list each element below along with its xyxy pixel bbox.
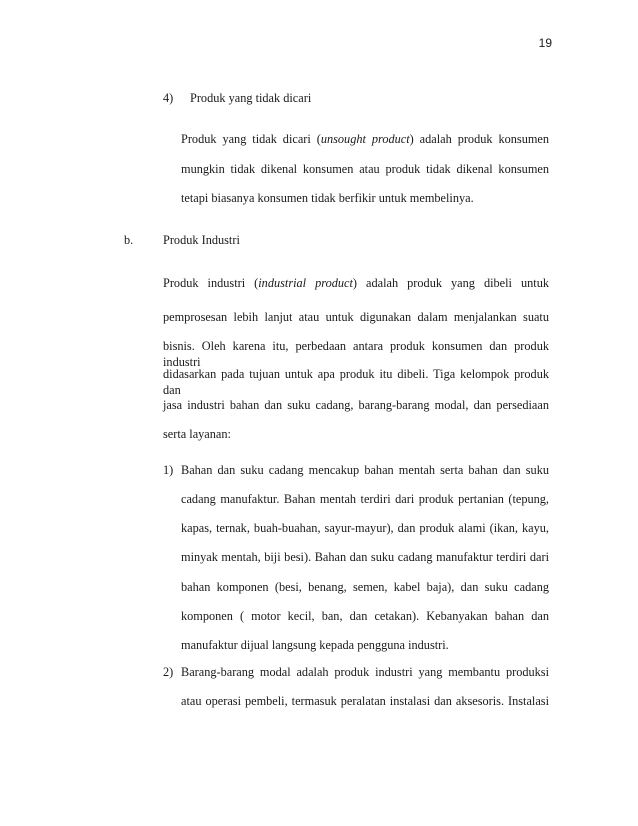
- section-b-heading: Produk Industri: [163, 233, 240, 247]
- section-b-line-1-after: ) adalah produk yang dibeli untuk: [352, 276, 549, 290]
- list-marker-4: 4): [163, 91, 174, 105]
- list-item-2-line-1: Barang-barang modal adalah produk industri yang membantu produksi: [181, 665, 549, 679]
- list-item-1-line-1: Bahan dan suku cadang mencakup bahan mentah serta bahan dan suku: [181, 463, 549, 477]
- item4-line-3: tetapi biasanya konsumen tidak berfikir untuk membelinya.: [181, 191, 474, 205]
- section-b-line-4: didasarkan pada tujuan untuk apa produk itu dibeli. Tiga kelompok produk dan: [163, 367, 549, 397]
- list-item-1-line-2: cadang manufaktur. Bahan mentah terdiri dari produk pertanian (tepung,: [181, 492, 549, 506]
- section-b-line-3: bisnis. Oleh karena itu, perbedaan antara produk konsumen dan produk industri: [163, 339, 549, 369]
- list-item-2-line-2: atau operasi pembeli, termasuk peralatan instalasi dan aksesoris. Instalasi: [181, 694, 549, 708]
- item4-line-2: mungkin tidak dikenal konsumen atau produk tidak dikenal konsumen: [181, 162, 549, 176]
- list-marker-2: 2): [163, 665, 174, 679]
- section-b-line-1: [163, 275, 549, 291]
- list-marker-1: 1): [163, 463, 174, 477]
- page-number: 19: [538, 36, 552, 50]
- item4-line-1-after: ) adalah produk konsumen: [409, 132, 550, 146]
- section-b-line-1-italic: industrial product: [258, 276, 353, 290]
- list-item-1-line-7: manufaktur dijual langsung kepada pengguna industri.: [181, 638, 449, 652]
- list-item-1-line-5: bahan komponen (besi, benang, semen, kabel baja), dan suku cadang: [181, 580, 549, 594]
- list-item-1-line-4: minyak mentah, biji besi). Bahan dan suku cadang manufaktur terdiri dari: [181, 550, 549, 564]
- item4-line-1-before: Produk yang tidak dicari (: [181, 132, 321, 146]
- section-b-line-1-before: Produk industri (: [163, 276, 259, 290]
- section-b-line-5: jasa industri bahan dan suku cadang, barang-barang modal, dan persediaan: [163, 398, 549, 412]
- section-b-line-2: pemprosesan lebih lanjut atau untuk digunakan dalam menjalankan suatu: [163, 310, 549, 324]
- list-item-1-line-3: kapas, ternak, buah-buahan, sayur-mayur), dan produk alami (ikan, kayu,: [181, 521, 549, 535]
- section-b-line-6: serta layanan:: [163, 427, 231, 441]
- section-marker-b: b.: [124, 233, 134, 247]
- item4-heading: Produk yang tidak dicari: [190, 91, 312, 105]
- list-item-1-line-6: komponen ( motor kecil, ban, dan cetakan). Kebanyakan bahan dan: [181, 609, 549, 623]
- item4-line-1-italic: unsought product: [320, 132, 410, 146]
- item4-line-1: [181, 131, 549, 147]
